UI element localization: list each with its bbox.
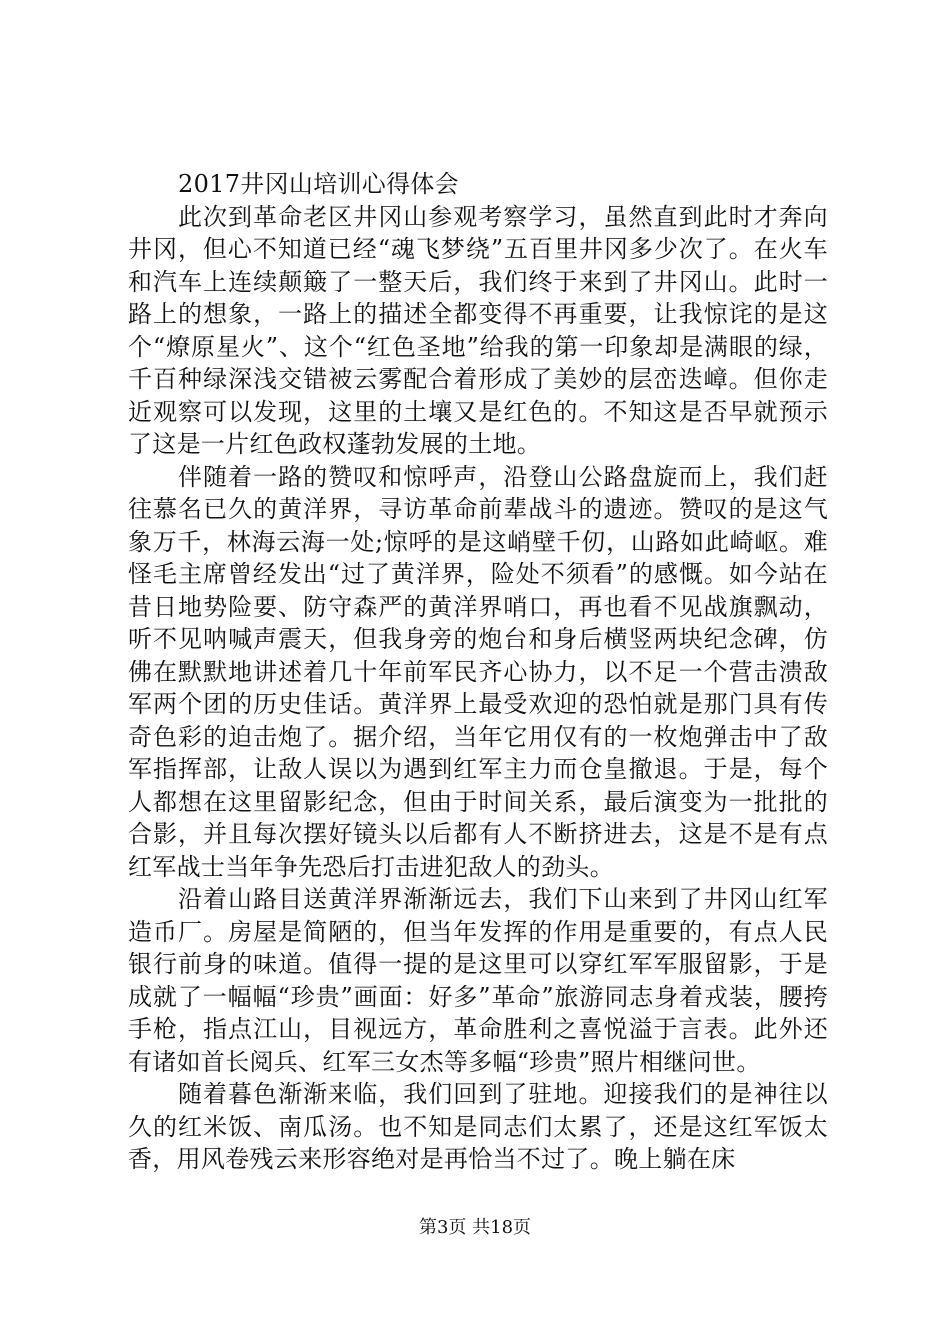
paragraph-intro: 此次到革命老区井冈山参观考察学习，虽然直到此时才奔向井冈，但心不知道已经“魂飞梦绕”五百里井冈多少次了。在火车和汽车上连续颠簸了一整天后，我们终于来到了井冈山。此时一路上的想象，一路上的描述全都变得不再重要，让我惊诧的是这个“燎原星火”、这个“红色圣地”给我的第一印象却是满眼的绿，千百种绿深浅交错被云雾配合着形成了美妙的层峦迭嶂。但你走近观察可以发现，这里的土壤又是红色的。不知这是否早就预示了这是一片红色政权蓬勃发展的土地。: [128, 202, 828, 458]
document-body: [128, 168, 828, 1176]
paragraph-huangyangjie: 伴随着一路的赞叹和惊呼声，沿登山公路盘旋而上，我们赶往慕名已久的黄洋界，寻访革命前辈战斗的遗迹。赞叹的是这气象万千，林海云海一处;惊呼的是这峭壁千仞，山路如此崎岖。难怪毛主席曾经发出“过了黄洋界，险处不须看”的感慨。如今站在昔日地势险要、防守森严的黄洋界哨口，再也看不见战旗飘动，听不见呐喊声震天，但我身旁的炮台和身后横竖两块纪念碑，仿佛在默默地讲述着几十年前军民齐心协力，以不足一个营击溃敌军两个团的历史佳话。黄洋界上最受欢迎的恐怕就是那门具有传奇色彩的迫击炮了。据介绍，当年它用仅有的一枚炮弹击中了敌军指挥部，让敌人误以为遇到红军主力而仓皇撤退。于是，每个人都想在这里留影纪念，但由于时间关系，最后演变为一批批的合影，并且每次摆好镜头以后都有人不断挤进去，这是不是有点红军战士当年争先恐后打击进犯敌人的劲头。: [128, 462, 828, 881]
paragraph-evening: 随着暮色渐渐来临，我们回到了驻地。迎接我们的是神往以久的红米饭、南瓜汤。也不知是同志们太累了，还是这红军饭太香，用风卷残云来形容绝对是再恰当不过了。晚上躺在床: [128, 1080, 828, 1173]
document-title: 2017井冈山培训心得体会: [178, 170, 459, 198]
paragraph-mint: 沿着山路目送黄洋界渐渐远去，我们下山来到了井冈山红军造币厂。房屋是简陋的，但当年发挥的作用是重要的，有点人民银行前身的味道。值得一提的是这里可以穿红军军服留影，于是成就了一幅幅“珍贵”画面：好多”革命”旅游同志身着戎装，腰挎手枪，指点江山，目视远方，革命胜利之喜悦溢于言表。此外还有诸如首长阅兵、红军三女杰等多幅“珍贵”照片相继问世。: [128, 885, 828, 1076]
page-number-footer: 第3页 共18页: [418, 1217, 532, 1238]
